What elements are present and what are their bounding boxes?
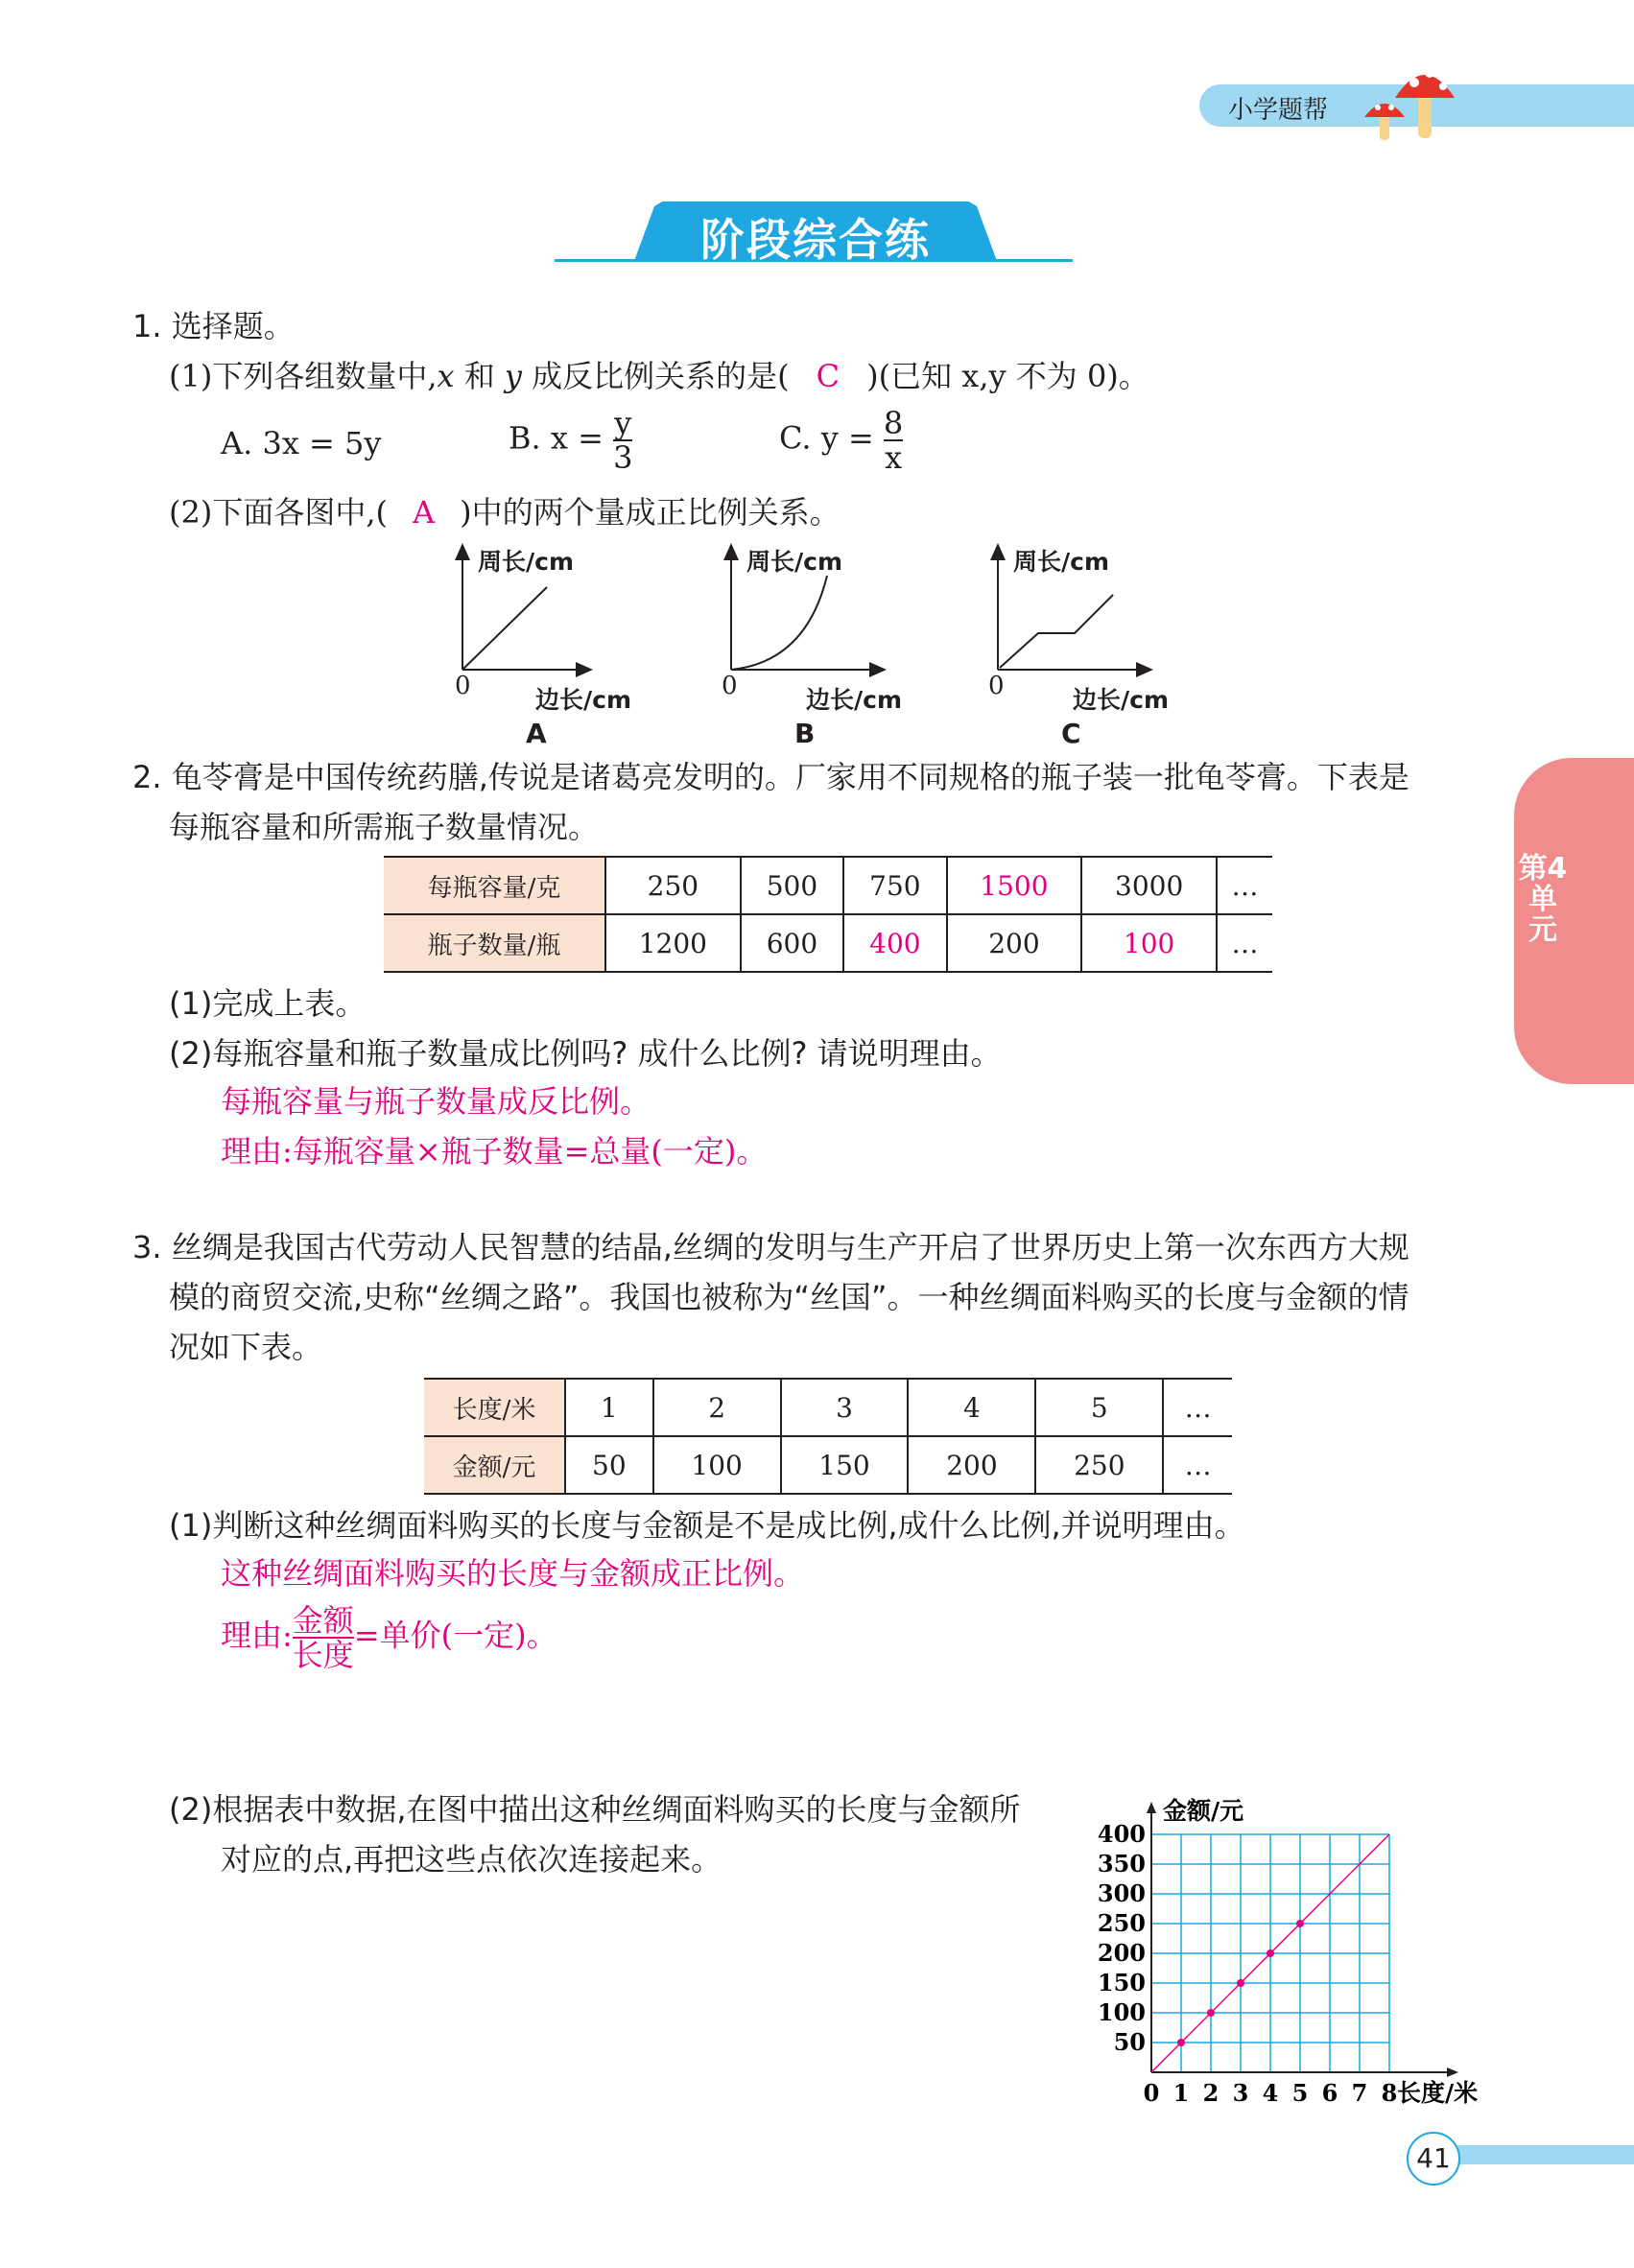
q3-text-line2: 模的商贸交流,史称“丝绸之路”。我国也被称为“丝国”。一种丝绸面料购买的长度与金额的情: [169, 1279, 1409, 1315]
option-c-fraction: [884, 407, 903, 474]
table-cell: 200: [947, 914, 1082, 972]
y-tick-label: 150: [1097, 1969, 1146, 1996]
page-number: 41: [1407, 2132, 1460, 2185]
q1-part1: [169, 357, 1149, 395]
option-a: A. 3x = 5y: [221, 425, 382, 461]
q2-answer1: 每瓶容量与瓶子数量成反比例。: [221, 1083, 651, 1120]
q3-row2-head: 金额/元: [424, 1436, 565, 1494]
option-c-den: x: [885, 439, 903, 476]
option-c-num: 8: [883, 405, 904, 441]
x-tick-label: 1: [1172, 2079, 1190, 2107]
table-cell: 1: [565, 1379, 653, 1436]
x-tick-label: 7: [1351, 2079, 1368, 2107]
q2-text-line1: 2. 龟苓膏是中国传统药膳,传说是诸葛亮发明的。厂家用不同规格的瓶子装一批龟苓膏。下表是: [132, 759, 1409, 795]
q3-answer2-pre: 理由:: [221, 1617, 293, 1654]
x-axis-arrow: [1447, 2067, 1458, 2077]
table-cell: 150: [781, 1436, 909, 1494]
x-tick-label: 2: [1202, 2079, 1220, 2107]
q3-text-line1: 3. 丝绸是我国古代劳动人民智慧的结晶,丝绸的发明与生产开启了世界历史上第一次东西方大规: [132, 1229, 1409, 1265]
table-cell: 5: [1035, 1379, 1163, 1436]
table-cell: 250: [1035, 1436, 1163, 1494]
table-cell: …: [1163, 1379, 1232, 1436]
table-cell: 750: [843, 857, 946, 914]
q1-part1-y: y: [504, 358, 522, 394]
q1-part1-mid: 成反比例关系的是(: [522, 358, 790, 394]
table-cell: 500: [741, 857, 843, 914]
q1-part1-and: 和: [454, 358, 505, 394]
graph-b-xlabel: 边长/cm: [806, 686, 903, 714]
graph-c-origin: 0: [988, 672, 1005, 700]
data-point: [1207, 2009, 1215, 2017]
table-row: [384, 914, 1272, 972]
graph-b-curve: [731, 576, 827, 670]
table-row: [384, 857, 1272, 914]
q3-sub1: (1)判断这种丝绸面料购买的长度与金额是不是成比例,成什么比例,并说明理由。: [169, 1507, 1245, 1544]
table-cell: …: [1217, 914, 1272, 972]
q1-part1-x: x: [437, 358, 455, 394]
option-c: [779, 407, 903, 474]
y-tick-label: 350: [1097, 1850, 1146, 1878]
mushroom-icon: [1353, 58, 1468, 144]
q3-answer2-den: 长度: [292, 1637, 354, 1673]
q3-answer1: 这种丝绸面料购买的长度与金额成正比例。: [221, 1555, 805, 1592]
option-b-pre: B. x =: [509, 419, 604, 457]
q3-table: [424, 1378, 1232, 1495]
y-tick-label: 100: [1097, 1998, 1146, 2026]
table-row: [424, 1436, 1232, 1494]
graph-c-name: C: [1061, 718, 1081, 749]
table-cell: 100: [653, 1436, 781, 1494]
q3-row1-head: 长度/米: [424, 1379, 565, 1436]
option-c-pre: C. y =: [779, 419, 874, 457]
y-tick-label: 400: [1097, 1820, 1146, 1848]
y-tick-label: 50: [1113, 2028, 1146, 2056]
q3-text-line3: 况如下表。: [169, 1329, 323, 1365]
x-axis-label: 长度/米: [1397, 2079, 1479, 2107]
table-cell: 2: [653, 1379, 781, 1436]
data-point: [1177, 2039, 1185, 2046]
q3-answer2-num: 金额: [292, 1602, 354, 1639]
option-b: [509, 407, 632, 474]
x-tick-label: 3: [1232, 2079, 1249, 2107]
q2-text-line2: 每瓶容量和所需瓶子数量情况。: [169, 809, 600, 845]
graph-c-ylabel: 周长/cm: [1013, 548, 1110, 576]
q1-part2-answer: A: [413, 494, 436, 531]
table-cell: 250: [605, 857, 741, 914]
table-cell-answer: 100: [1081, 914, 1217, 972]
graph-c-line: [1000, 595, 1113, 668]
y-axis-label: 金额/元: [1163, 1797, 1244, 1825]
table-cell-answer: 1500: [947, 857, 1082, 914]
table-cell: 200: [908, 1436, 1035, 1494]
x-tick-label: 8: [1381, 2079, 1398, 2107]
q3-sub2-line2: 对应的点,再把这些点依次连接起来。: [221, 1841, 722, 1878]
table-row: [424, 1379, 1232, 1436]
graph-a-ylabel: 周长/cm: [478, 548, 575, 576]
table-cell: 1200: [605, 914, 741, 972]
page-title: 阶段综合练: [700, 214, 931, 266]
table-cell: 50: [565, 1436, 653, 1494]
graph-a-origin: 0: [455, 672, 471, 700]
graph-a-xlabel: 边长/cm: [535, 686, 632, 714]
data-point: [1296, 1920, 1304, 1927]
q1-part1-post: )(已知 x,y 不为 0)。: [866, 358, 1149, 394]
table-cell: 3000: [1081, 857, 1217, 914]
x-tick-label: 6: [1321, 2079, 1338, 2107]
graph-b-ylabel: 周长/cm: [746, 548, 843, 576]
table-cell-answer: 400: [843, 914, 946, 972]
graph-b-origin: 0: [722, 672, 738, 700]
y-tick-label: 300: [1097, 1879, 1146, 1907]
q3-answer2-post: =单价(一定)。: [353, 1617, 557, 1654]
table-cell: 600: [741, 914, 843, 972]
q2-row1-head: 每瓶容量/克: [384, 857, 605, 914]
q3-sub2-line1: (2)根据表中数据,在图中描出这种丝绸面料购买的长度与金额所: [169, 1791, 1021, 1828]
option-b-fraction: [613, 407, 632, 474]
q2-table: [384, 856, 1272, 973]
option-b-num: y: [614, 405, 632, 441]
q1-part2: [169, 493, 841, 532]
table-cell: …: [1217, 857, 1272, 914]
q3-answer2: [221, 1604, 557, 1671]
data-point: [1267, 1949, 1274, 1957]
q1-part2-pre: (2)下面各图中,(: [169, 494, 388, 531]
q1-label: 1. 选择题。: [132, 308, 295, 344]
y-tick-label: 200: [1097, 1939, 1146, 1967]
q2-row2-head: 瓶子数量/瓶: [384, 914, 605, 972]
x-tick-label: 4: [1262, 2079, 1279, 2107]
brand-text: 小学题帮: [1228, 96, 1329, 125]
page-number-bar: [1449, 2145, 1634, 2164]
q3-grid-chart[interactable]: [1094, 1784, 1497, 2111]
graph-b-name: B: [794, 718, 816, 749]
y-tick-label: 250: [1097, 1909, 1146, 1937]
y-axis-arrow: [1147, 1802, 1156, 1813]
table-cell: 3: [781, 1379, 909, 1436]
q1-part2-post: )中的两个量成正比例关系。: [460, 494, 841, 531]
q1-part1-answer: C: [816, 358, 841, 394]
table-cell: 4: [908, 1379, 1035, 1436]
q2-answer2: 理由:每瓶容量×瓶子数量=总量(一定)。: [221, 1133, 768, 1169]
graph-c-xlabel: 边长/cm: [1073, 686, 1170, 714]
table-cell: …: [1163, 1436, 1232, 1494]
q3-answer2-fraction: [293, 1604, 354, 1671]
x-tick-label: 0: [1143, 2079, 1160, 2107]
x-tick-label: 5: [1291, 2079, 1309, 2107]
data-point: [1237, 1979, 1244, 1987]
graph-a-name: A: [526, 718, 547, 749]
q2-sub2: (2)每瓶容量和瓶子数量成比例吗? 成什么比例? 请说明理由。: [169, 1035, 1002, 1072]
q2-sub1: (1)完成上表。: [169, 985, 367, 1022]
option-b-den: 3: [613, 439, 633, 476]
q1-part1-pre: (1)下列各组数量中,: [169, 358, 438, 394]
unit-tab-label: 第4单元: [1518, 852, 1568, 947]
graph-a-line: [462, 587, 547, 670]
